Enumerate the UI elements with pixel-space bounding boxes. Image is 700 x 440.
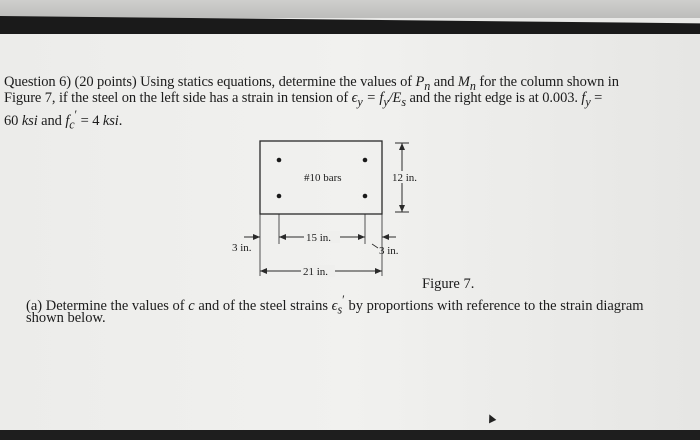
bars-label: #10 bars bbox=[304, 172, 342, 184]
ksi-unit: ksi bbox=[21, 112, 38, 129]
question-text-end: for the column shown in bbox=[475, 74, 619, 90]
total-arrow-right bbox=[375, 268, 382, 274]
fc-subscript: c bbox=[69, 117, 75, 132]
steel-strain-symbol: ϵ bbox=[331, 297, 338, 314]
fy-symbol: = f bbox=[362, 90, 384, 106]
and-text: and bbox=[430, 74, 458, 90]
es-subscript: s bbox=[401, 94, 406, 109]
part-a-line-1 bbox=[26, 293, 644, 318]
part-a-text: (a) Determine the values of bbox=[26, 297, 189, 314]
inner-arrow-right bbox=[358, 234, 365, 240]
and-text: and bbox=[37, 112, 66, 129]
mn-subscript: n bbox=[469, 78, 476, 93]
fy-label-symbol: f bbox=[581, 90, 586, 106]
height-arrow-top bbox=[399, 143, 405, 150]
part-a-text-end: by proportions with reference to the strain diagram bbox=[344, 297, 644, 314]
equals-sign: = bbox=[590, 90, 603, 106]
inner-width-label: 15 in. bbox=[306, 232, 332, 244]
question-text: Question 6) (20 points) Using statics equations, determine the values of bbox=[4, 74, 416, 90]
c-symbol: c bbox=[188, 297, 195, 314]
figure-caption: Figure 7. bbox=[422, 276, 475, 292]
rebar-top-right bbox=[363, 158, 368, 163]
rebar-bottom-left bbox=[277, 194, 282, 199]
fy-value: 60 bbox=[4, 112, 22, 129]
part-a-line-2: shown below. bbox=[26, 310, 106, 326]
left-cover-arrow bbox=[253, 234, 260, 240]
right-cover-arrow bbox=[382, 234, 389, 240]
question-text-end: and the right edge is at 0.003. bbox=[405, 90, 582, 106]
fc-prime: ′ bbox=[74, 108, 78, 122]
steel-strain-subscript: s bbox=[337, 302, 343, 317]
mn-symbol: M bbox=[457, 74, 470, 90]
rebar-bottom-right bbox=[363, 194, 368, 199]
height-arrow-bottom bbox=[399, 205, 405, 212]
right-cover-leader bbox=[372, 244, 378, 248]
fy-label-subscript: y bbox=[585, 94, 591, 109]
fy-subscript: y bbox=[383, 94, 389, 109]
epsilon-subscript: y bbox=[357, 94, 363, 109]
epsilon-symbol: ϵ bbox=[351, 90, 358, 106]
ksi-unit: ksi bbox=[102, 112, 119, 129]
fc-symbol: f bbox=[65, 112, 70, 129]
es-symbol: /E bbox=[388, 90, 402, 106]
pn-symbol: P bbox=[415, 74, 425, 90]
height-label: 12 in. bbox=[392, 172, 418, 184]
pn-subscript: n bbox=[424, 78, 431, 93]
fc-value: = 4 bbox=[77, 112, 103, 129]
rebar-top-left bbox=[277, 158, 282, 163]
left-cover-label: 3 in. bbox=[232, 242, 252, 254]
part-a-text-mid: and of the steel strains bbox=[194, 297, 332, 314]
steel-strain-prime: ′ bbox=[342, 293, 345, 307]
total-width-label: 21 in. bbox=[303, 266, 329, 278]
question-text: Figure 7, if the steel on the left side has a strain in tension of bbox=[4, 90, 352, 106]
right-cover-label: 3 in. bbox=[379, 245, 399, 257]
period: . bbox=[118, 112, 123, 129]
total-arrow-left bbox=[260, 268, 267, 274]
